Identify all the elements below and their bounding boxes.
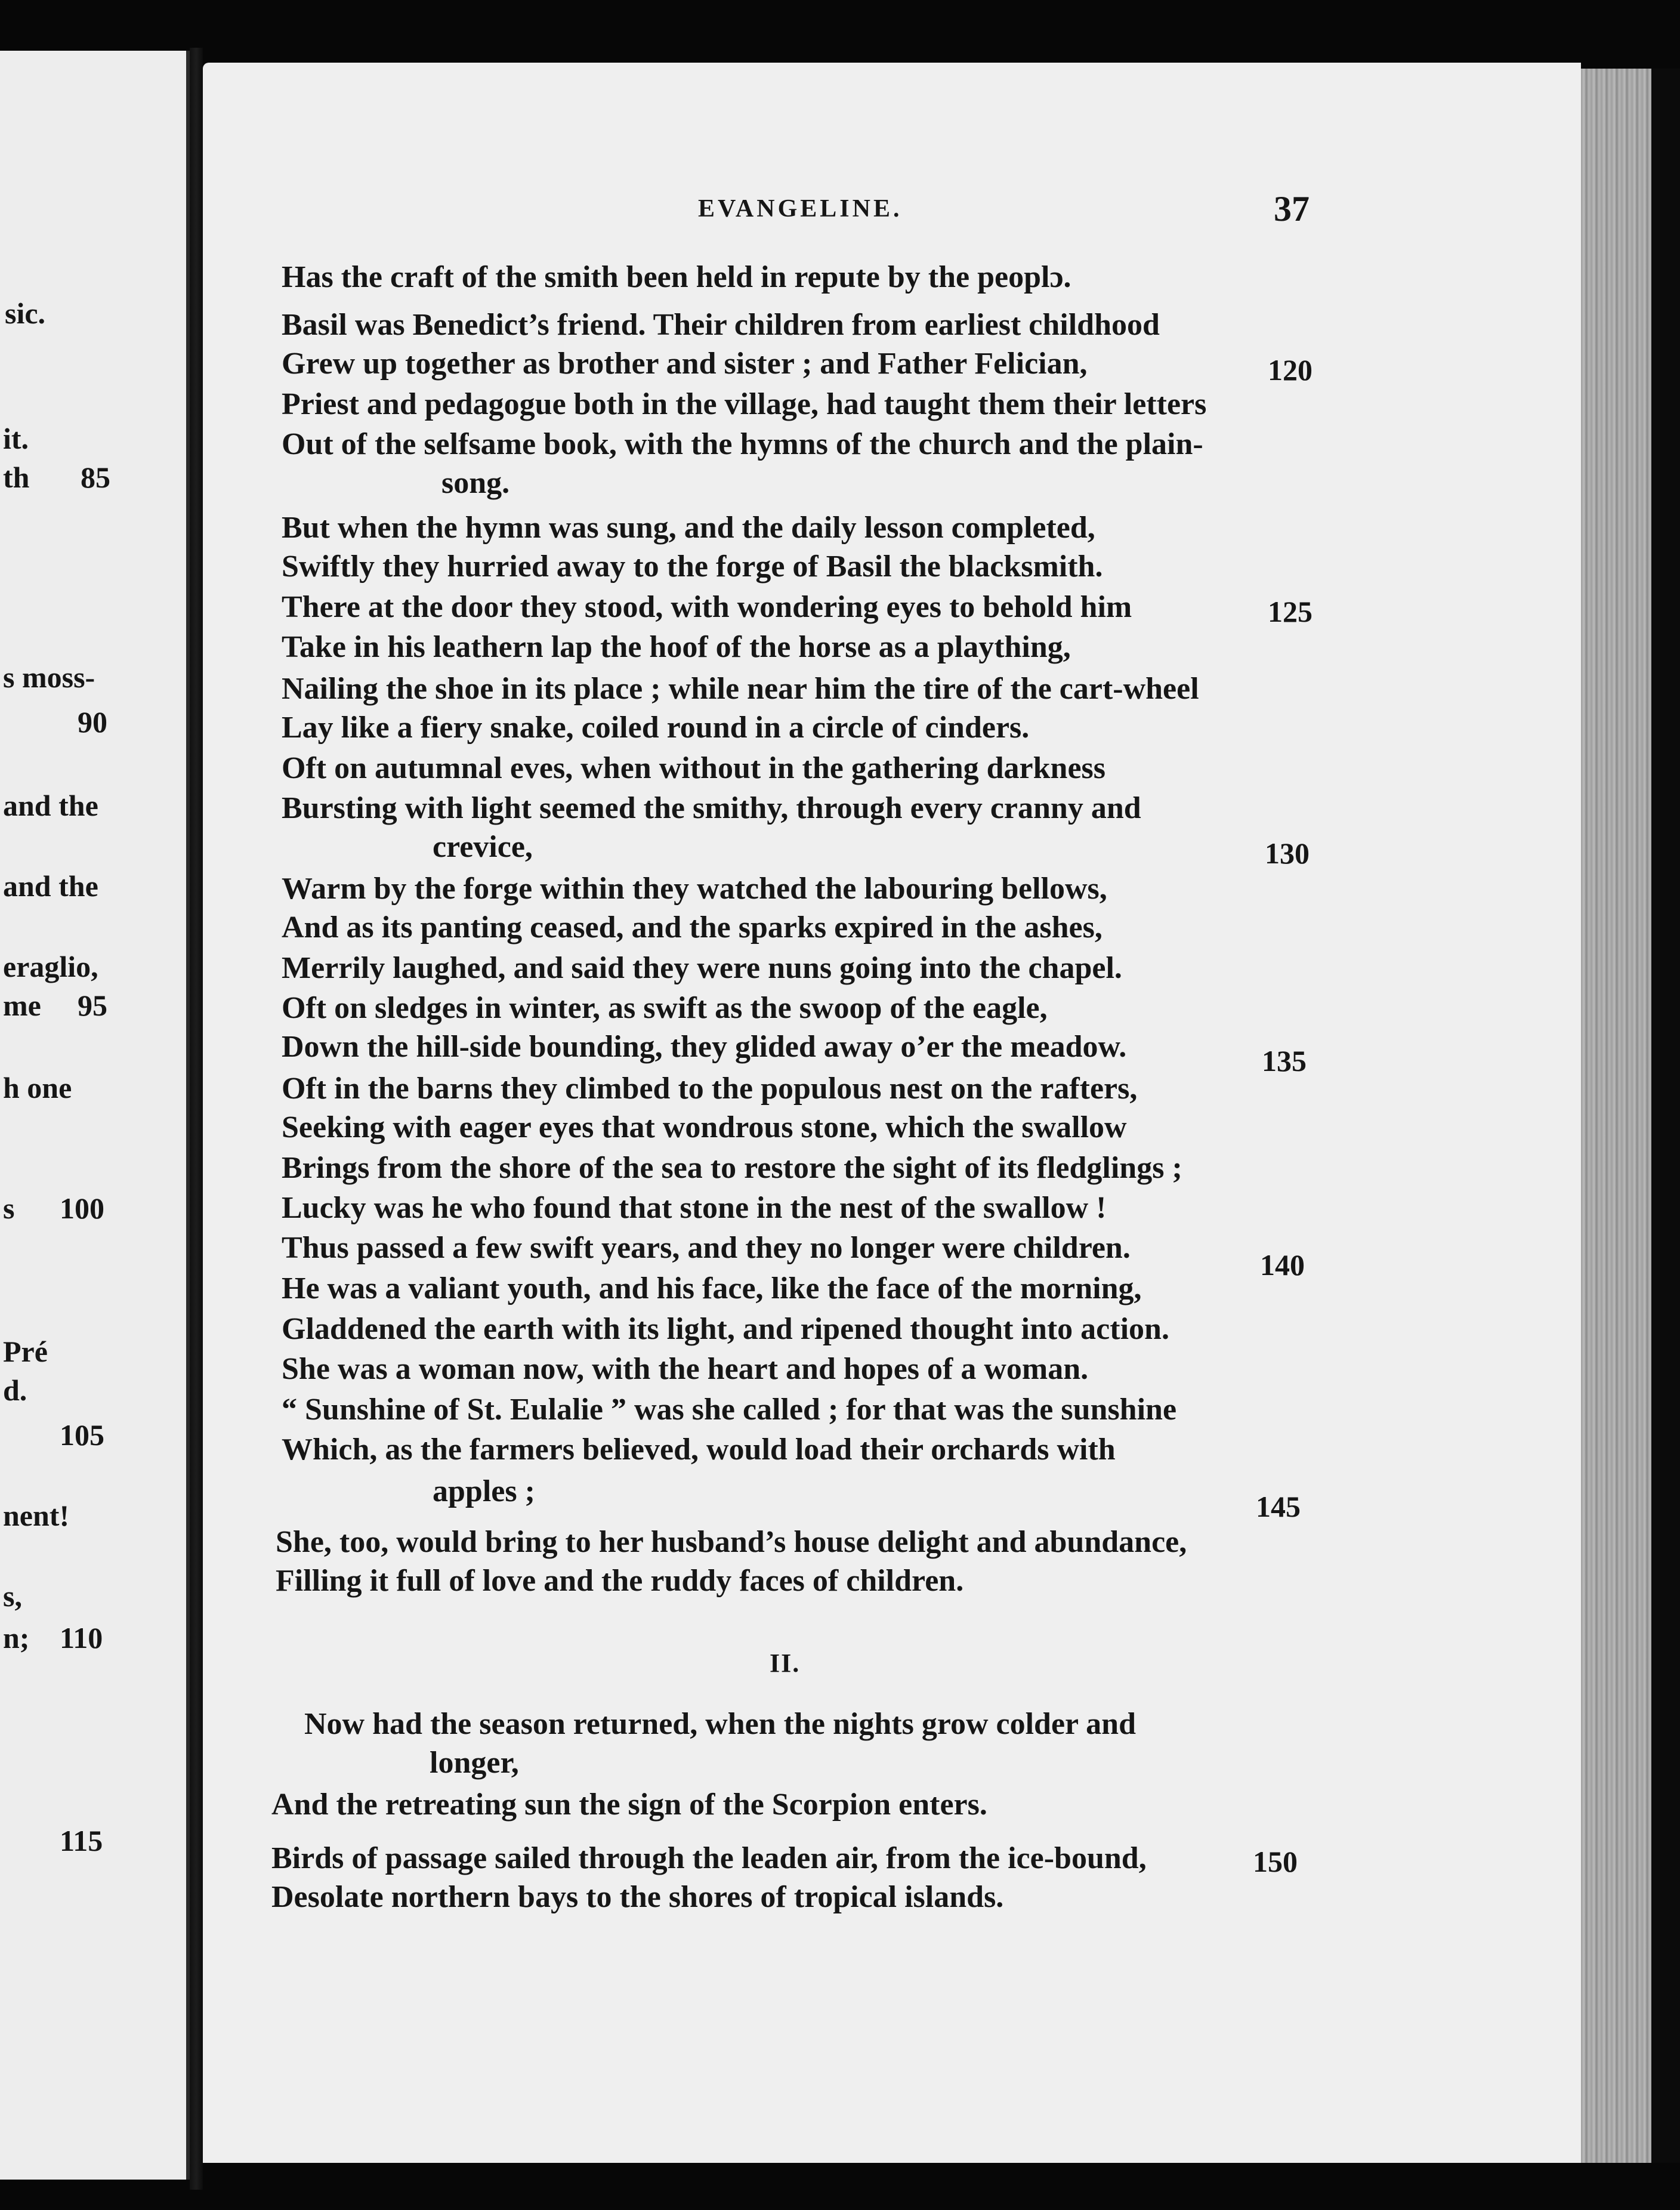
line-number: 125 — [1268, 595, 1312, 628]
poem-line: Grew up together as brother and sister ; and Father Felician, — [282, 347, 1088, 381]
poem-line: Now had the season returned, when the nights grow colder and — [304, 1707, 1137, 1741]
facing-page-line-number: 105 — [60, 1418, 104, 1452]
poem-line: Swiftly they hurried away to the forge of Basil the blacksmith. — [282, 550, 1103, 584]
poem-line: And the retreating sun the sign of the Scorpion enters. — [271, 1788, 987, 1822]
poem-line: Filling it full of love and the ruddy faces of children. — [276, 1564, 964, 1598]
facing-page-fragment: eraglio, — [3, 950, 98, 983]
facing-page-fragment: s moss- — [3, 660, 95, 694]
poem-line: Down the hill-side bounding, they glided away o’er the meadow. — [282, 1030, 1127, 1064]
page-number: 37 — [1274, 189, 1310, 229]
facing-page-fragment: nent! — [3, 1499, 70, 1532]
poem-line: Which, as the farmers believed, would load their orchards with — [282, 1433, 1116, 1467]
line-number: 130 — [1265, 837, 1310, 870]
poem-line: Thus passed a few swift years, and they no longer were children. — [282, 1231, 1131, 1265]
poem-line-continuation: crevice, — [433, 830, 533, 864]
poem-line: Has the craft of the smith been held in repute by the peoplɔ. — [282, 260, 1071, 294]
facing-page-fragment: d. — [3, 1373, 27, 1407]
poem-line: Bursting with light seemed the smithy, through every cranny and — [282, 791, 1141, 825]
poem-line: Oft in the barns they climbed to the populous nest on the rafters, — [282, 1072, 1138, 1106]
poem-line: Brings from the shore of the sea to restore the sight of its fledglings ; — [282, 1151, 1182, 1185]
facing-page-fragment: it. — [3, 422, 29, 455]
poem-line: Oft on sledges in winter, as swift as the swoop of the eagle, — [282, 991, 1048, 1025]
poem-line: He was a valiant youth, and his face, like the face of the morning, — [282, 1271, 1142, 1305]
poem-line: She, too, would bring to her husband’s house delight and abundance, — [276, 1525, 1187, 1559]
poem-line: Take in his leathern lap the hoof of the horse as a plaything, — [282, 630, 1071, 664]
facing-page-line-number: 85 — [81, 461, 110, 494]
facing-page-line-number: 95 — [78, 989, 107, 1022]
facing-page-fragment: and the — [3, 789, 98, 822]
poem-line-continuation: apples ; — [433, 1474, 535, 1508]
facing-page-fragment: s — [3, 1192, 15, 1225]
book-gutter — [190, 48, 203, 2190]
poem-line: And as its panting ceased, and the sparks expired in the ashes, — [282, 910, 1102, 945]
poem-line: Lay like a fiery snake, coiled round in a circle of cinders. — [282, 711, 1030, 745]
poem-line: But when the hymn was sung, and the daily lesson completed, — [282, 511, 1095, 545]
poem-line: There at the door they stood, with wondering eyes to behold him — [282, 590, 1132, 624]
poem-line: Lucky was he who found that stone in the nest of the swallow ! — [282, 1191, 1107, 1225]
poem-line: Oft on autumnal eves, when without in the gathering darkness — [282, 751, 1106, 785]
page-edge-shadow — [1651, 69, 1680, 2163]
poem-line: She was a woman now, with the heart and hopes of a woman. — [282, 1352, 1089, 1386]
facing-page-fragment: n; — [3, 1621, 30, 1655]
poem-line: Priest and pedagogue both in the village, had taught them their letters — [282, 387, 1207, 421]
facing-page — [0, 51, 190, 2180]
poem-line: Warm by the forge within they watched the labouring bellows, — [282, 872, 1107, 906]
facing-page-line-number: 90 — [78, 705, 107, 739]
facing-page-fragment: h one — [3, 1071, 72, 1104]
poem-line: Gladdened the earth with its light, and ripened thought into action. — [282, 1312, 1169, 1346]
poem-line: Out of the selfsame book, with the hymns of the church and the plain- — [282, 427, 1203, 461]
line-number: 150 — [1253, 1845, 1298, 1878]
page-edge-stack — [1581, 69, 1651, 2163]
poem-line: Seeking with eager eyes that wondrous stone, which the swallow — [282, 1110, 1127, 1144]
line-number: 120 — [1268, 353, 1312, 387]
facing-page-fragment: me — [3, 989, 41, 1022]
poem-line-continuation: song. — [441, 466, 510, 500]
poem-line: Desolate northern bays to the shores of tropical islands. — [271, 1880, 1004, 1914]
section-heading: II. — [770, 1649, 801, 1678]
facing-page-line-number: 100 — [60, 1192, 104, 1225]
line-number: 140 — [1260, 1248, 1305, 1282]
poem-line: Nailing the shoe in its place ; while near him the tire of the cart-wheel — [282, 672, 1199, 706]
running-title: EVANGELINE. — [698, 195, 903, 223]
facing-page-fragment: Pré — [3, 1335, 48, 1368]
line-number: 135 — [1262, 1044, 1307, 1078]
facing-page-line-number: 110 — [60, 1621, 103, 1655]
poem-line: Merrily laughed, and said they were nuns going into the chapel. — [282, 951, 1122, 985]
facing-page-fragment: th — [3, 461, 30, 494]
facing-page-fragment: s, — [3, 1579, 22, 1613]
poem-line: Basil was Benedict’s friend. Their children from earliest childhood — [282, 308, 1160, 342]
poem-line: Birds of passage sailed through the leaden air, from the ice-bound, — [271, 1841, 1147, 1875]
facing-page-fragment: and the — [3, 869, 98, 903]
facing-page-line-number: 115 — [60, 1824, 103, 1857]
line-number: 145 — [1256, 1490, 1301, 1523]
poem-line: “ Sunshine of St. Eulalie ” was she called ; for that was the sunshine — [282, 1393, 1177, 1427]
poem-line-continuation: longer, — [430, 1746, 519, 1780]
facing-page-fragment: sic. — [5, 297, 46, 330]
